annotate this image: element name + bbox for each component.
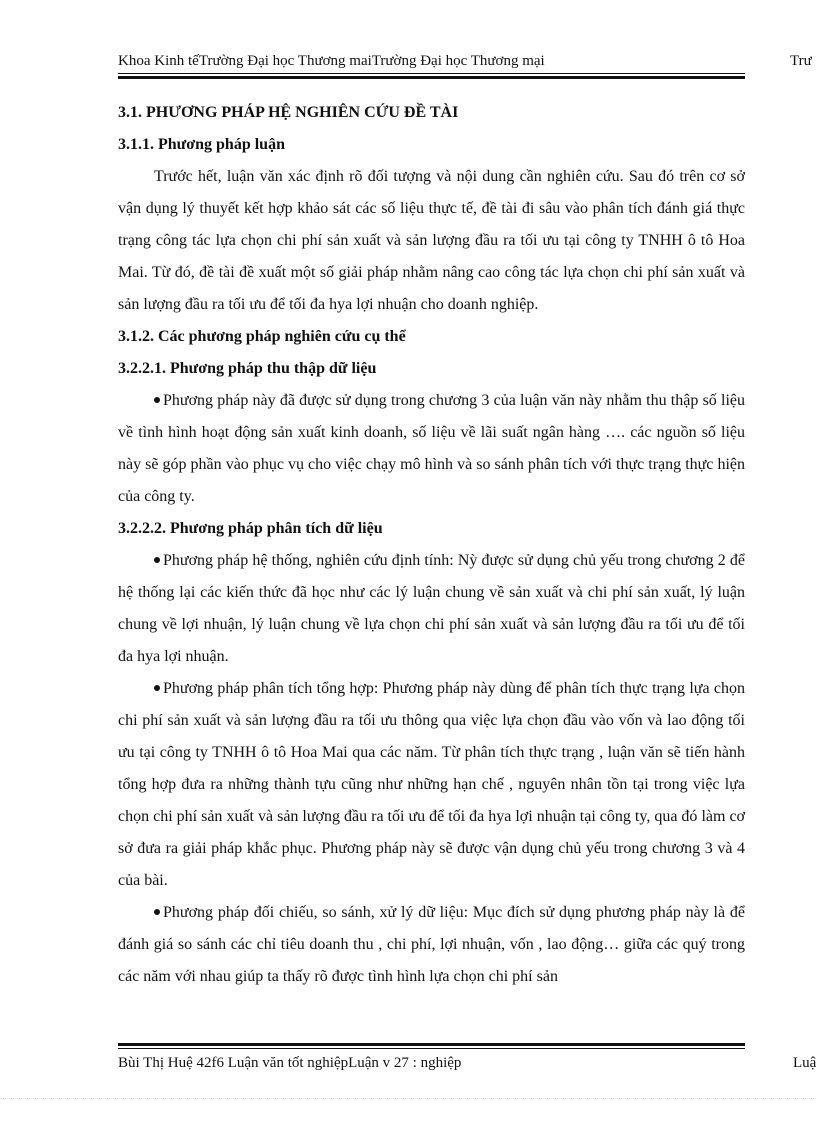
section-heading-3-1-2: 3.1.2. Các phương pháp nghiên cứu cụ thể [118,328,406,345]
section-heading-3-1: 3.1. PHƯƠNG PHÁP HỆ NGHIÊN CỨU ĐỀ TÀI [118,104,459,121]
page-footer: Bùi Thị Huệ 42f6 Luận văn tốt nghiệpLuận v 27 : nghiệp [118,1055,462,1071]
bullet-icon [154,909,160,915]
paragraph-data-collection-text: Phương pháp này đã được sử dụng trong chương 3 của luận văn này nhằm thu thập số liệu về tình hình hoạt động sản xuất kinh doanh, số liệu về lãi suất ngân hàng …. các nguồn số liệu này sẽ góp phần vào phục vụ cho việc chạy mô hình và so sánh phân tích với thực trạng thực hiện của công ty. [118,392,745,505]
page-header: Khoa Kinh tếTrường Đại học Thương maiTrường Đại học Thương mại [118,53,545,69]
page-edge-divider [0,1098,816,1099]
paragraph-comparison [118,897,745,993]
section-heading-3-1-1: 3.1.1. Phương pháp luận [118,136,285,153]
paragraph-comparison-text: Phương pháp đối chiếu, so sánh, xử lý dữ liệu: Mục đích sử dụng phương pháp này là để đánh giá so sánh các chỉ tiêu doanh thu , chi phí, lợi nhuận, vốn , lao động… giữa các quý trong các năm với nhau giúp ta thấy rõ được tình hình lựa chọn chi phí sản [118,904,745,985]
footer-rule-thin [118,1048,745,1049]
paragraph-synthesis [118,673,745,897]
paragraph-qualitative [118,545,745,673]
paragraph-qualitative-text: Phương pháp hệ thống, nghiên cứu định tính: Nỳ được sử dụng chủ yếu trong chương 2 để hệ thống lại các kiến thức đã học như các lý luận chung về sản xuất và chi phí sản xuất, lý luận chung về lợi nhuận, lý luận chung về lựa chọn chi phí sản xuất và sản lượng đầu ra tối ưu để tối đa hya lợi nhuận. [118,552,745,665]
bullet-icon [154,397,160,403]
page-header-overflow: Trư [790,53,812,69]
bullet-icon [154,557,160,563]
page-footer-overflow: Luậ [793,1055,816,1071]
paragraph-methodology: Trước hết, luận văn xác định rõ đối tượng và nội dung cần nghiên cứu. Sau đó trên cơ sở vận dụng lý thuyết kết hợp khảo sát các số liệu thực tế, đề tài đi sâu vào phân tích đánh giá thực trạng công tác lựa chọn chi phí sản xuất và sản lượng đầu ra tối ưu tại công ty TNHH ô tô Hoa Mai. Từ đó, đề tài đề xuất một số giải pháp nhằm nâng cao công tác lựa chọn chi phí sản xuất và sản lượng đầu ra tối ưu để tối đa hya lợi nhuận cho doanh nghiệp. [118,168,745,313]
document-body [118,97,745,993]
bullet-icon [154,685,160,691]
section-heading-3-2-2-2: 3.2.2.2. Phương pháp phân tích dữ liệu [118,520,383,537]
footer-rule-thick [118,1043,745,1046]
paragraph-synthesis-text: Phương pháp phân tích tổng hợp: Phương pháp này dùng để phân tích thực trạng lựa chọn chi phí sản xuất và sản lượng đầu ra tối ưu thông qua việc lựa chọn đầu vào vốn và lao động tối ưu tại công ty TNHH ô tô Hoa Mai qua các năm. Từ phân tích thực trạng , luận văn sẽ tiến hành tổng hợp đưa ra những thành tựu cũng như những hạn chế , nguyên nhân tồn tại trong việc lựa chọn chi phí sản xuất và sản lượng đầu ra tối ưu để tối đa hya lợi nhuận tại công ty, qua đó làm cơ sở đưa ra giải pháp khắc phục. Phương pháp này sẽ được vận dụng chủ yếu trong chương 3 và 4 của bài. [118,680,745,889]
section-heading-3-2-2-1: 3.2.2.1. Phương pháp thu thập dữ liệu [118,360,377,377]
header-rule-thin [118,73,745,74]
header-rule-thick [118,76,745,79]
paragraph-data-collection [118,385,745,513]
